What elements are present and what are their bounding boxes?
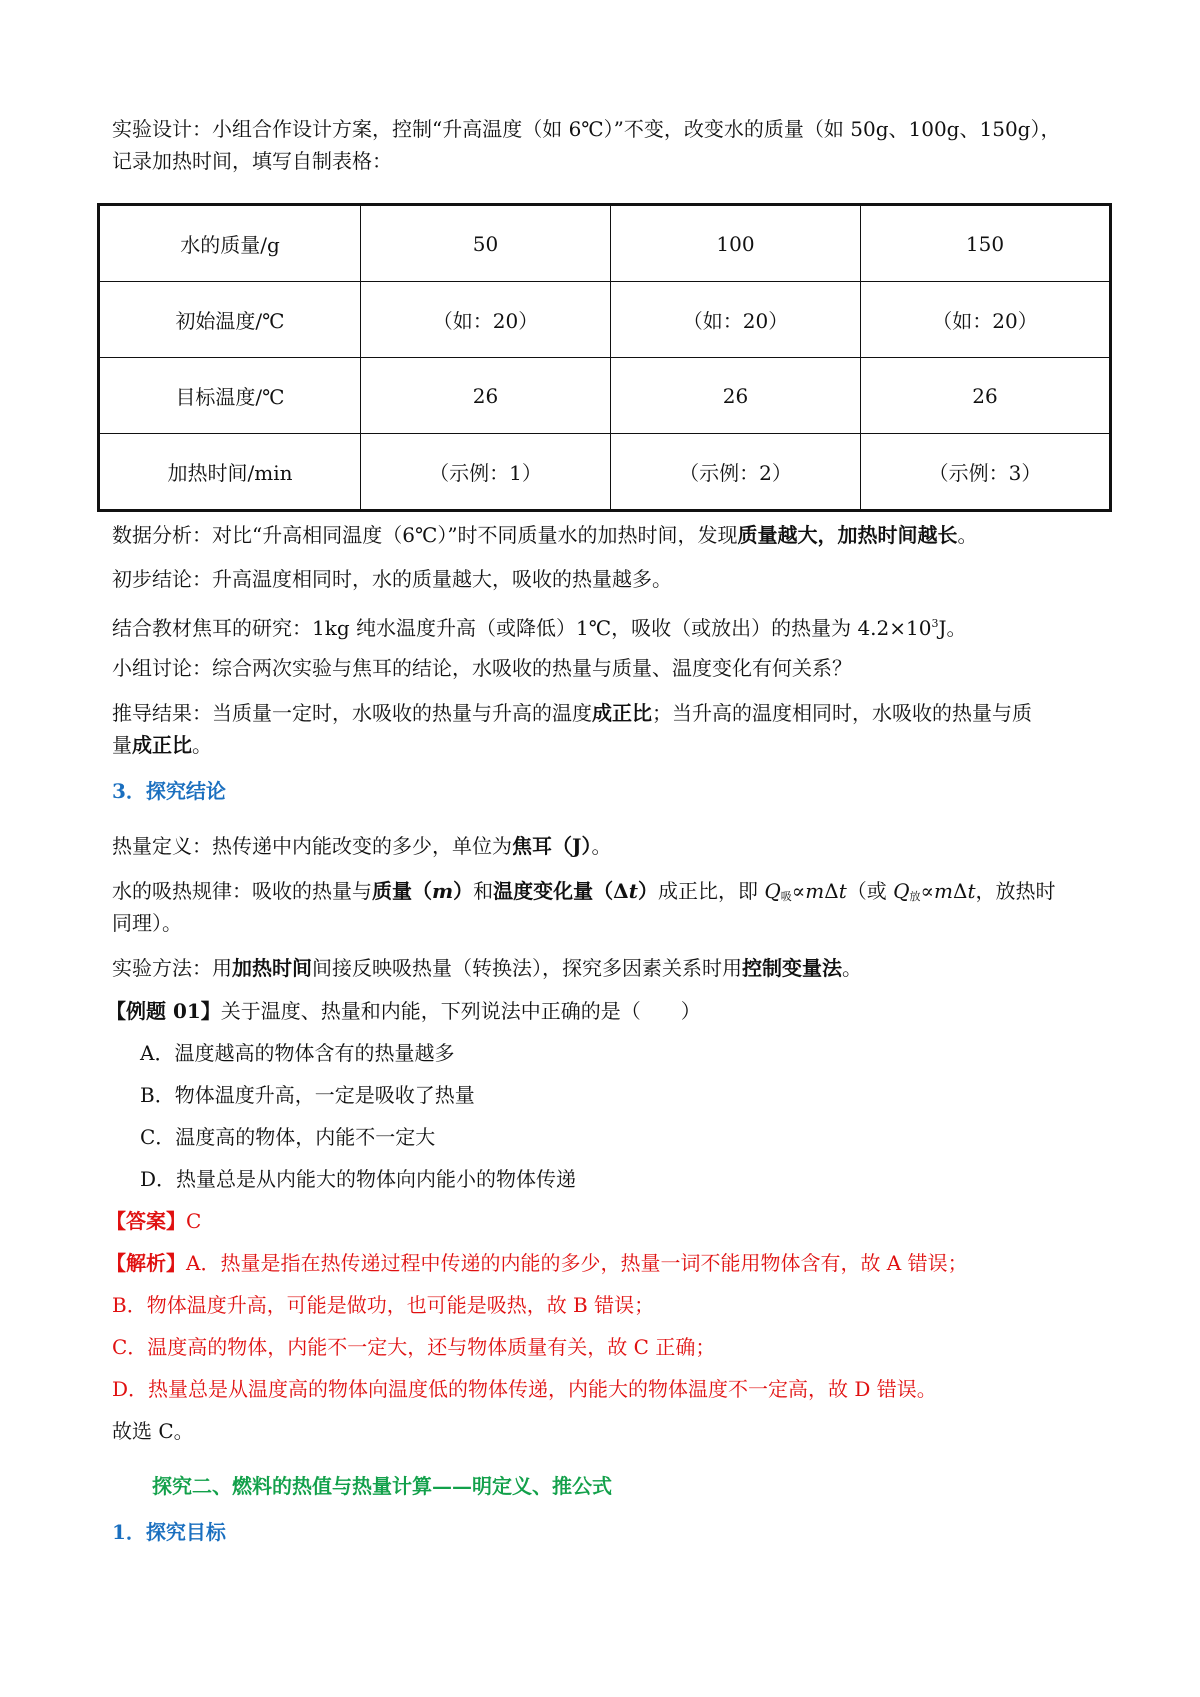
example-text: 关于温度、热量和内能，下列说法中正确的是（ ） xyxy=(220,999,701,1023)
method-bold: 加热时间 xyxy=(232,956,312,980)
answer-tag: 【答案】 xyxy=(106,1209,186,1233)
rule-symbol: ∝ xyxy=(920,879,935,903)
example-tag: 【例题 01】 xyxy=(106,999,221,1023)
intro-line-1: 实验设计：小组合作设计方案，控制“升高温度（如 6℃）”不变，改变水的质量（如 50g、100g、150g）， xyxy=(112,117,1061,141)
rule-text: （或 xyxy=(846,879,894,903)
data-table xyxy=(97,203,1112,512)
analysis-line-b: B．物体温度升高，可能是做功，也可能是吸热，故 B 错误； xyxy=(112,1293,655,1317)
data-analysis xyxy=(112,519,1107,551)
intro-line-2: 记录加热时间，填写自制表格： xyxy=(112,149,392,173)
preliminary-conclusion: 初步结论：升高温度相同时，水的质量越大，吸收的热量越多。 xyxy=(112,567,672,591)
rule-var: m xyxy=(805,879,825,903)
heat-def-text: 热量定义：热传递中内能改变的多少，单位为 xyxy=(112,834,512,858)
joule-research xyxy=(112,608,1107,644)
rule-var: Q xyxy=(764,879,781,903)
derivation-line-1 xyxy=(112,697,1107,729)
method-text: 间接反映吸热量（转换法），探究多因素关系时用 xyxy=(312,956,742,980)
table-cell: 初始温度/℃ xyxy=(99,282,361,358)
table-cell: （如：20） xyxy=(861,282,1111,358)
rule-symbol: Δ xyxy=(824,879,839,903)
final-choice: 故选 C。 xyxy=(112,1419,194,1443)
method-suffix: 。 xyxy=(842,956,862,980)
analysis-text: 数据分析：对比“升高相同温度（6℃）”时不同质量水的加热时间，发现 xyxy=(112,523,738,547)
method-text: 实验方法：用 xyxy=(112,956,232,980)
table-cell: 加热时间/min xyxy=(99,434,361,511)
derivation-line-2 xyxy=(112,729,1107,761)
option-a: A．温度越高的物体含有的热量越多 xyxy=(140,1041,455,1065)
analysis-bold: 质量越大，加热时间越长 xyxy=(737,523,958,547)
table-row xyxy=(99,282,1111,358)
rule-text: 成正比，即 xyxy=(657,879,765,903)
table-cell: （如：20） xyxy=(361,282,611,358)
joule-text: 结合教材焦耳的研究：1kg 纯水温度升高（或降低）1℃，吸收（或放出）的热量为 4.2×10 xyxy=(112,616,932,640)
table-cell: （如：20） xyxy=(611,282,861,358)
rule-bold: 质量（ xyxy=(372,879,432,903)
rule-text: 和 xyxy=(473,879,494,903)
derive-text: 推导结果：当质量一定时，水吸收的热量与升高的温度 xyxy=(112,701,592,725)
derive-text: 量 xyxy=(112,733,132,757)
rule-text: 水的吸热规律：吸收的热量与 xyxy=(112,879,372,903)
rule-bold: ） xyxy=(637,879,658,903)
table-cell: 26 xyxy=(361,358,611,434)
analysis-line-c: C．温度高的物体，内能不一定大，还与物体质量有关，故 C 正确； xyxy=(112,1335,716,1359)
rule-var: t xyxy=(628,879,638,903)
heat-def-bold: 焦耳（J） xyxy=(512,834,592,858)
analysis-suffix: 。 xyxy=(957,523,978,547)
experiment-method xyxy=(112,952,1107,984)
derive-bold: 成正比 xyxy=(592,701,652,725)
table-cell: （示例：3） xyxy=(861,434,1111,511)
rule-var: m xyxy=(934,879,954,903)
derive-bold: 成正比 xyxy=(132,733,192,757)
option-d: D．热量总是从内能大的物体向内能小的物体传递 xyxy=(140,1167,577,1191)
rule-subscript: 放 xyxy=(909,890,921,903)
rule-var: m xyxy=(432,879,454,903)
option-b: B．物体温度升高，一定是吸收了热量 xyxy=(140,1083,475,1107)
rule-var: Q xyxy=(893,879,910,903)
table-cell: 水的质量/g xyxy=(99,205,361,282)
table-row xyxy=(99,205,1111,282)
derive-text: 。 xyxy=(192,733,212,757)
rule-var: t xyxy=(967,879,976,903)
method-bold: 控制变量法 xyxy=(742,956,842,980)
joule-exponent: 3 xyxy=(931,617,939,630)
table-cell: （示例：1） xyxy=(361,434,611,511)
section-title: 探究二、燃料的热值与热量计算——明定义、推公式 xyxy=(152,1474,612,1498)
option-c: C．温度高的物体，内能不一定大 xyxy=(140,1125,436,1149)
section-heading-3: 3．探究结论 xyxy=(112,779,226,803)
table-cell: 150 xyxy=(861,205,1111,282)
group-discussion: 小组讨论：综合两次实验与焦耳的结论，水吸收的热量与质量、温度变化有何关系？ xyxy=(112,656,852,680)
rule-text: ，放热时 xyxy=(975,879,1056,903)
derive-text: ；当升高的温度相同时，水吸收的热量与质 xyxy=(652,701,1032,725)
answer-value: C xyxy=(186,1209,202,1233)
table-cell: 26 xyxy=(611,358,861,434)
heat-def-suffix: 。 xyxy=(591,834,612,858)
water-rule-line-2: 同理）。 xyxy=(112,911,182,935)
analysis-line-a xyxy=(106,1247,1101,1279)
joule-unit: J。 xyxy=(938,616,967,640)
rule-bold: 温度变化量（Δ xyxy=(493,879,629,903)
answer-line xyxy=(106,1205,1101,1237)
rule-var: t xyxy=(838,879,847,903)
table-cell: 目标温度/℃ xyxy=(99,358,361,434)
analysis-line-d: D．热量总是从温度高的物体向温度低的物体传递，内能大的物体温度不一定高，故 D 错误。 xyxy=(112,1377,937,1401)
rule-symbol: Δ xyxy=(953,879,968,903)
analysis-text: A．热量是指在热传递过程中传递的内能的多少，热量一词不能用物体含有，故 A 错误； xyxy=(186,1251,968,1275)
table-row xyxy=(99,434,1111,511)
table-row xyxy=(99,358,1111,434)
heat-definition xyxy=(112,830,1107,862)
table-cell: （示例：2） xyxy=(611,434,861,511)
rule-bold: ） xyxy=(453,879,474,903)
rule-symbol: ∝ xyxy=(791,879,806,903)
rule-subscript: 吸 xyxy=(780,890,792,903)
analysis-tag: 【解析】 xyxy=(106,1251,186,1275)
table-cell: 100 xyxy=(611,205,861,282)
example-question xyxy=(106,995,1101,1027)
table-cell: 50 xyxy=(361,205,611,282)
table-cell: 26 xyxy=(861,358,1111,434)
section-heading-1: 1．探究目标 xyxy=(112,1520,226,1544)
